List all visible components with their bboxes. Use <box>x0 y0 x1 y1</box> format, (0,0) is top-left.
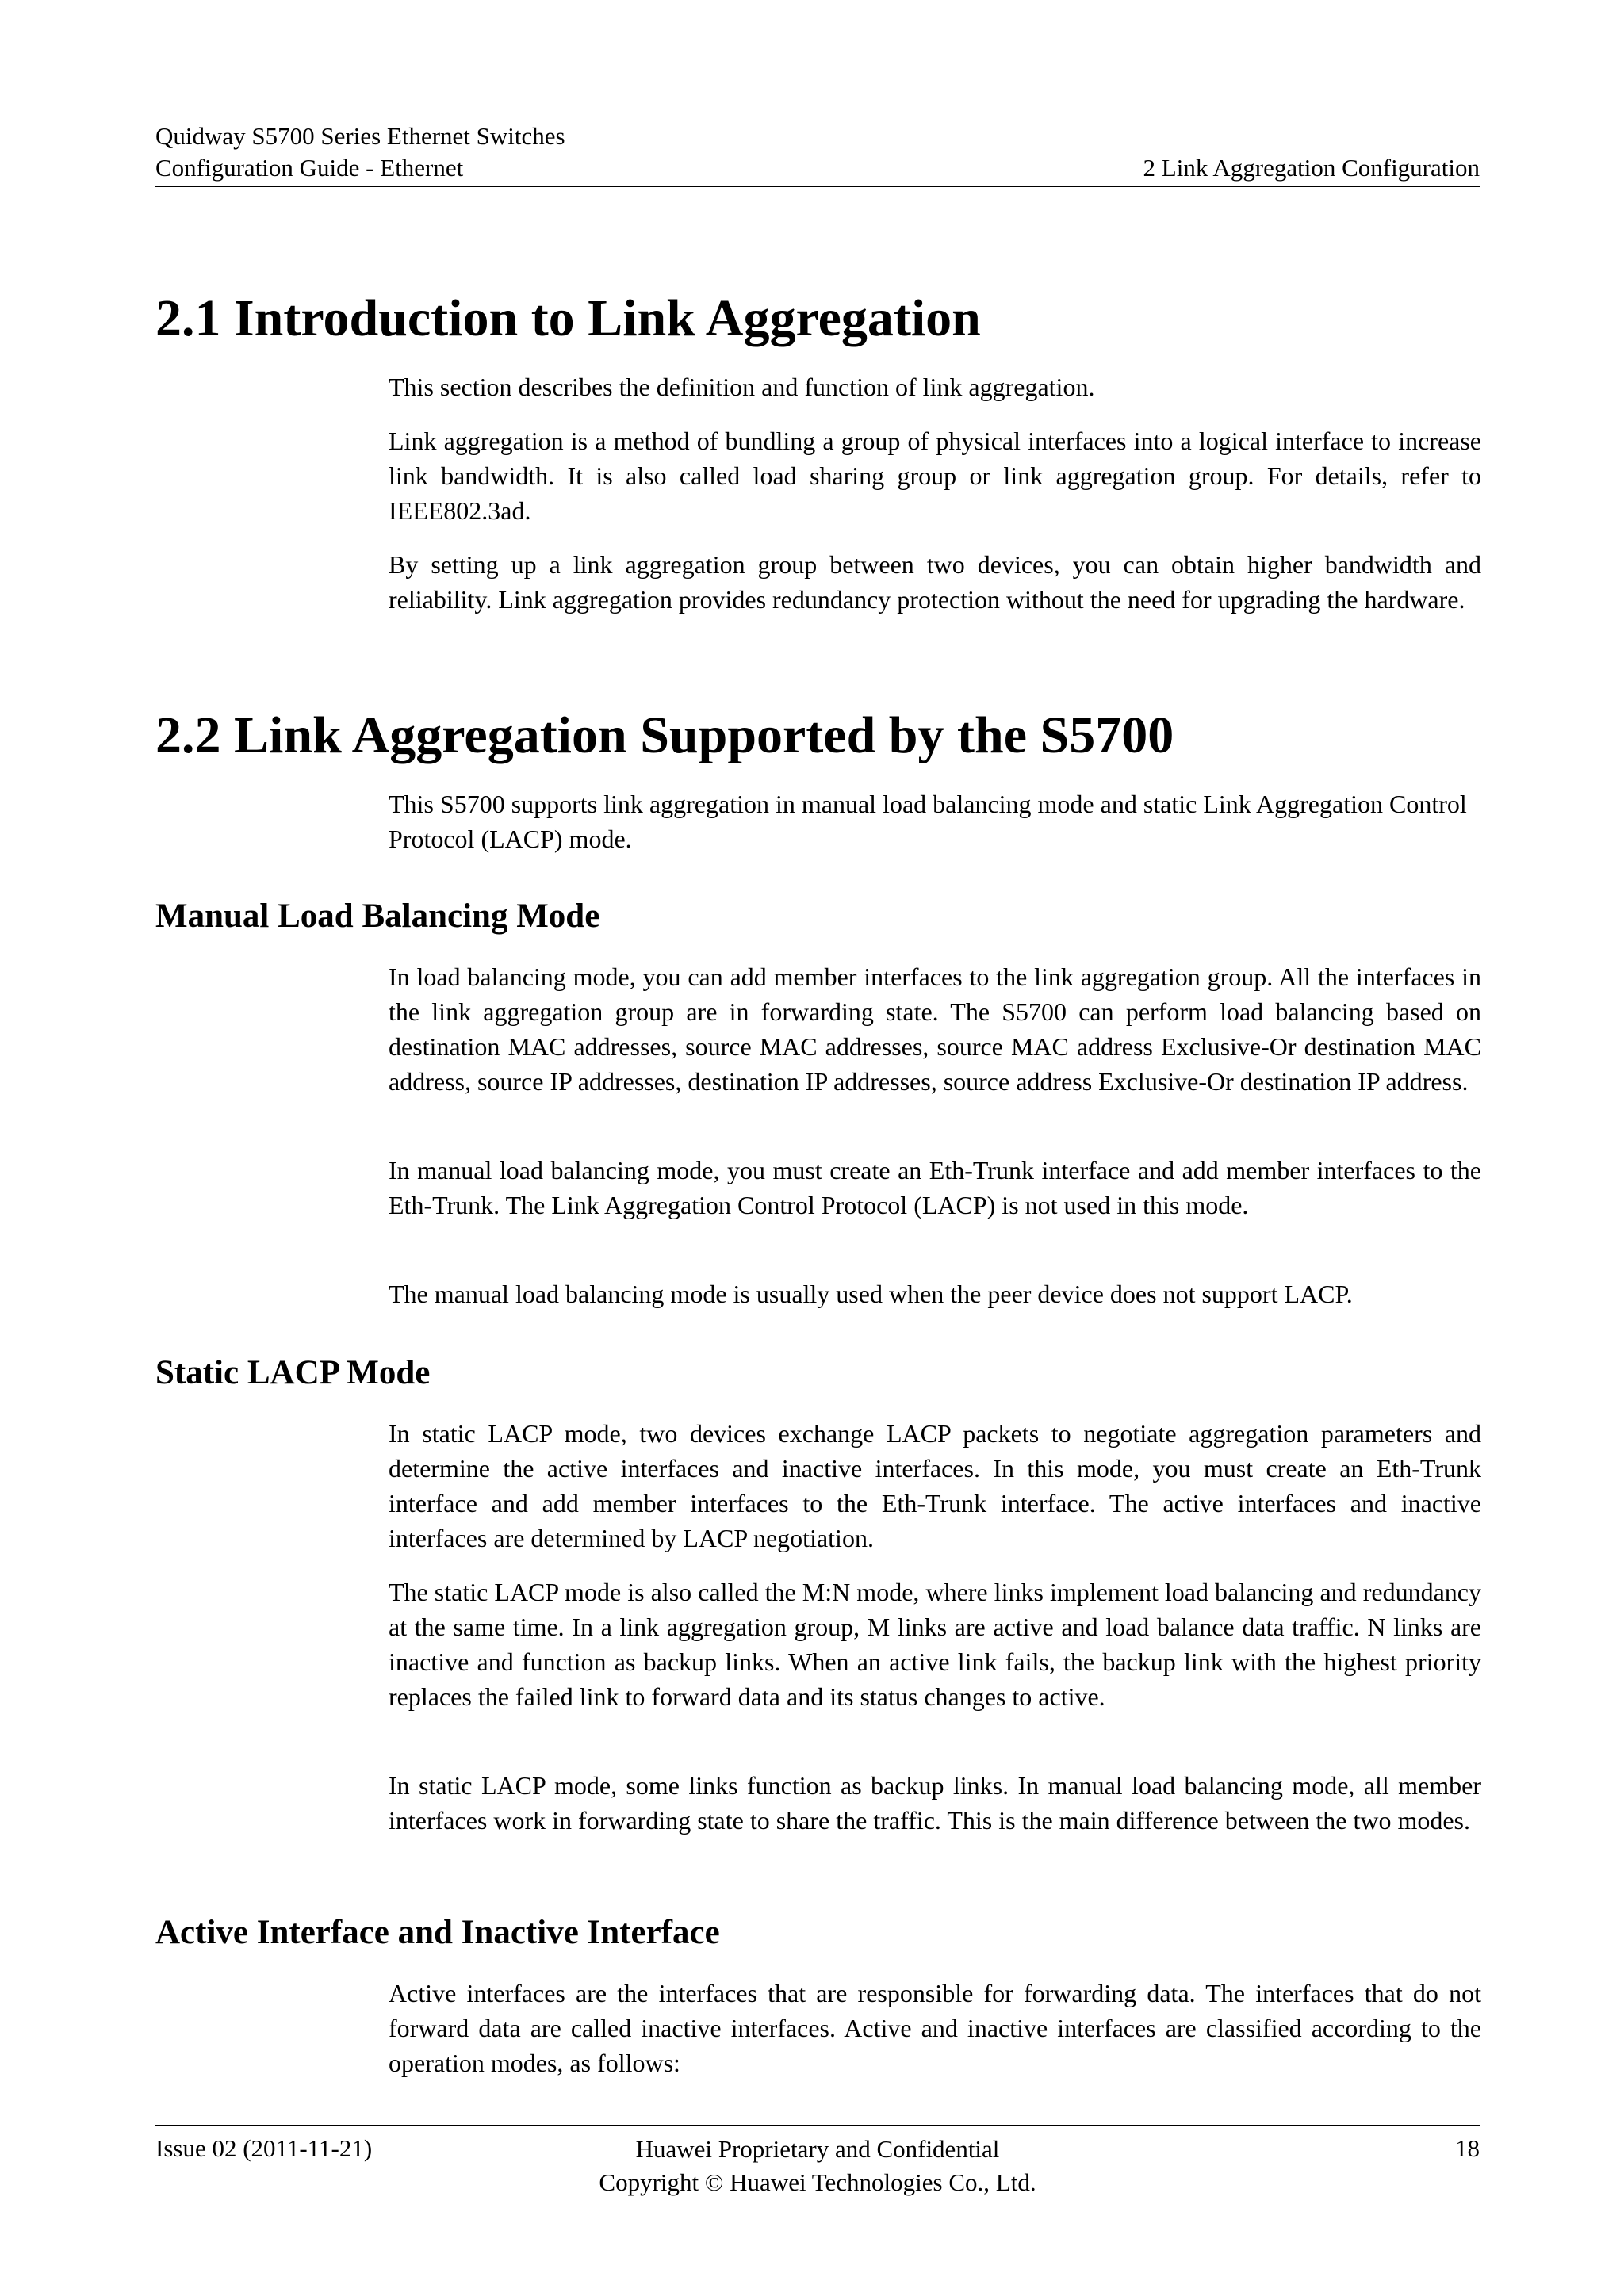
static-lacp-paragraph: In static LACP mode, some links function as backup links. In manual load balancing mode, all member interfaces work in forwarding state to share the traffic. This is the main difference between the two modes. <box>389 1771 1481 1835</box>
header-chapter: 2 Link Aggregation Configuration <box>1143 154 1480 182</box>
manual-mode-paragraph: In manual load balancing mode, you must create an Eth-Trunk interface and add member interfaces to the Eth-Trunk. The Link Aggregation Control Protocol (LACP) is not used in this mode. <box>389 1156 1481 1219</box>
manual-mode-paragraph: In load balancing mode, you can add member interfaces to the link aggregation group. All the interfaces in the link aggregation group are in forwarding state. The S5700 can perform load balancing based on destination MAC addresses, source MAC addresses, source MAC address Exclusive-Or destination MAC address, source IP addresses, destination IP addresses, source address Exclusive-Or destination IP address. <box>389 962 1481 1096</box>
section-2-1-paragraph: This section describes the definition and function of link aggregation. <box>389 373 1095 401</box>
active-interface-heading: Active Interface and Inactive Interface <box>155 1914 720 1951</box>
static-lacp-paragraph: In static LACP mode, two devices exchange LACP packets to negotiate aggregation parameters and determine the active interfaces and inactive interfaces. In this mode, you must create an Eth-Trunk interface and add member interfaces to the Eth-Trunk interface. The active interfaces and inactive interfaces are determined by LACP negotiation. <box>389 1419 1481 1552</box>
header-guide: Configuration Guide - Ethernet <box>155 154 464 182</box>
active-interface-paragraph: Active interfaces are the interfaces that are responsible for forwarding data. The interfaces that do not forward data are called inactive interfaces. Active and inactive interfaces are classified according to the operation modes, as follows: <box>389 1979 1481 2077</box>
footer-copyright: Copyright © Huawei Technologies Co., Ltd. <box>599 2168 1036 2196</box>
footer-confidential: Huawei Proprietary and Confidential <box>635 2135 1000 2163</box>
section-2-2-intro: This S5700 supports link aggregation in manual load balancing mode and static Link Aggregation Control Protocol (LACP) mode. <box>389 790 1467 853</box>
section-2-2-title: 2.2 Link Aggregation Supported by the S5700 <box>155 706 1174 764</box>
static-lacp-paragraph: The static LACP mode is also called the M:N mode, where links implement load balancing and redundancy at the same time. In a link aggregation group, M links are active and load balance data traffic. N links are inactive and function as backup links. When an active link fails, the backup link with the highest priority replaces the failed link to forward data and its status changes to active. <box>389 1578 1481 1711</box>
static-lacp-heading: Static LACP Mode <box>155 1354 431 1391</box>
footer-issue: Issue 02 (2011-11-21) <box>155 2134 373 2162</box>
footer-center <box>155 2133 1480 2199</box>
manual-mode-paragraph: The manual load balancing mode is usually used when the peer device does not support LACP. <box>389 1280 1353 1308</box>
page-footer <box>155 2125 1480 2198</box>
manual-mode-heading: Manual Load Balancing Mode <box>155 897 600 935</box>
section-2-1-title: 2.1 Introduction to Link Aggregation <box>155 289 981 347</box>
page-number: 18 <box>1455 2134 1480 2162</box>
section-2-1-paragraph: By setting up a link aggregation group between two devices, you can obtain higher bandwidth and reliability. Link aggregation provides redundancy protection without the need for upgrading the hardware. <box>389 550 1481 614</box>
section-2-1-paragraph: Link aggregation is a method of bundling a group of physical interfaces into a logical interface to increase link bandwidth. It is also called load sharing group or link aggregation group. For details, refer to IEEE802.3ad. <box>389 427 1481 525</box>
header-product: Quidway S5700 Series Ethernet Switches <box>155 122 565 150</box>
page-header <box>155 121 1480 187</box>
